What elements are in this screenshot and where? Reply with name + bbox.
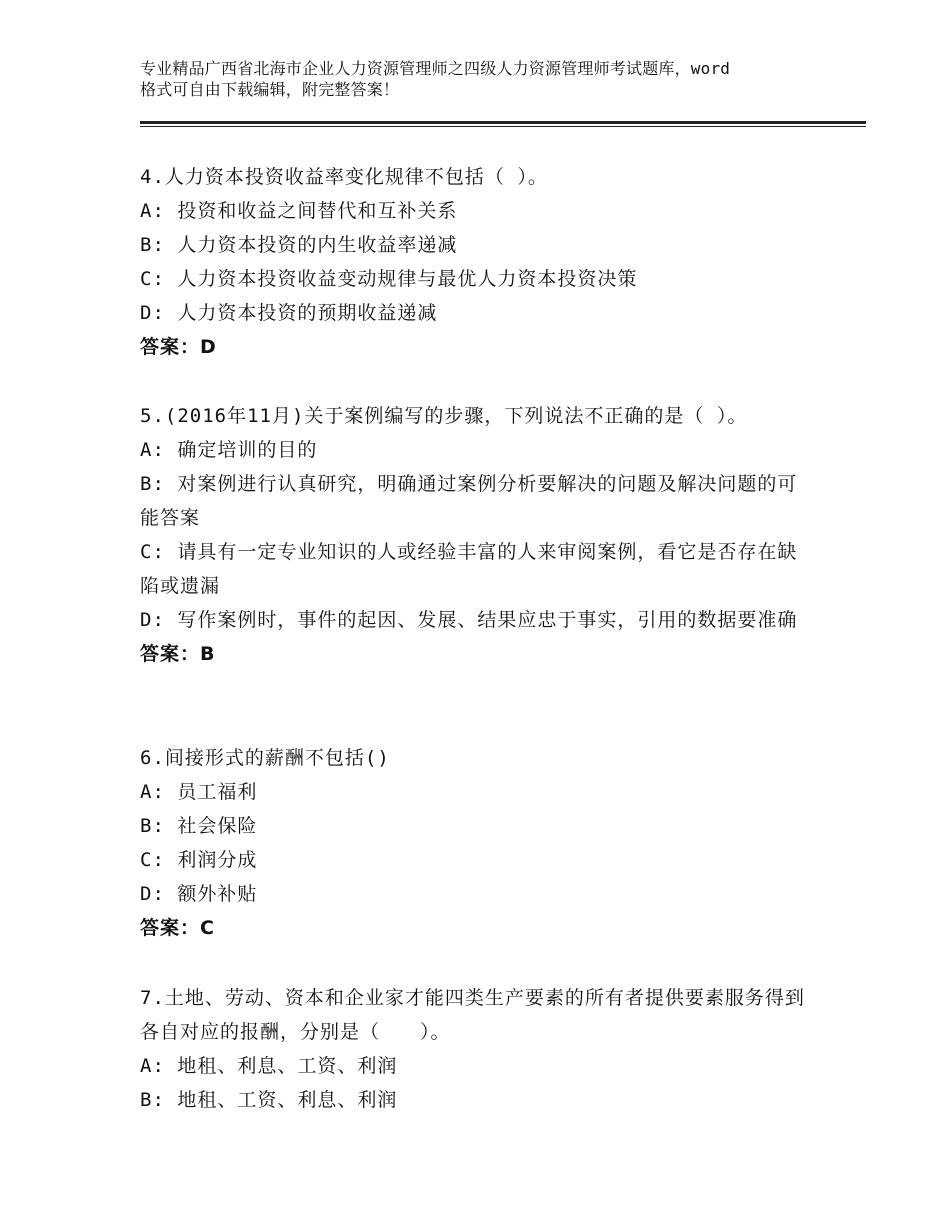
option-a: A: 地租、利息、工资、利润 — [140, 1055, 398, 1077]
header-line-1: 专业精品广西省北海市企业人力资源管理师之四级人力资源管理师考试题库，word — [140, 59, 731, 78]
header-line-2: 格式可自由下载编辑，附完整答案！ — [140, 80, 400, 99]
answer-label: 答案：D — [140, 336, 217, 358]
option-b: B: 对案例进行认真研究，明确通过案例分析要解决的问题及解决问题的可能答案 — [140, 473, 798, 529]
question-stem: 6.间接形式的薪酬不包括() — [140, 747, 390, 769]
answer-label: 答案：C — [140, 917, 215, 939]
question-6 — [140, 741, 820, 945]
option-b: B: 人力资本投资的内生收益率递减 — [140, 234, 458, 256]
answer-label: 答案：B — [140, 643, 216, 665]
option-d: D: 写作案例时，事件的起因、发展、结果应忠于事实，引用的数据要准确 — [140, 609, 798, 631]
option-c: C: 请具有一定专业知识的人或经验丰富的人来审阅案例，看它是否存在缺陷或遗漏 — [140, 541, 798, 597]
option-c: C: 人力资本投资收益变动规律与最优人力资本投资决策 — [140, 268, 638, 290]
question-7 — [140, 981, 812, 1117]
header-divider-thick — [140, 121, 866, 124]
option-c: C: 利润分成 — [140, 849, 258, 871]
option-a: A: 确定培训的目的 — [140, 439, 318, 461]
option-d: D: 额外补贴 — [140, 883, 258, 905]
question-stem: 5.(2016年11月)关于案例编写的步骤，下列说法不正确的是（ ）。 — [140, 405, 748, 427]
question-4 — [140, 160, 820, 364]
option-b: B: 地租、工资、利息、利润 — [140, 1089, 398, 1111]
option-a: A: 投资和收益之间替代和互补关系 — [140, 200, 458, 222]
option-d: D: 人力资本投资的预期收益递减 — [140, 302, 438, 324]
header-divider-thin — [140, 126, 866, 127]
option-b: B: 社会保险 — [140, 815, 258, 837]
option-a: A: 员工福利 — [140, 781, 258, 803]
header-note — [140, 58, 840, 100]
question-stem: 4.人力资本投资收益率变化规律不包括（ ）。 — [140, 166, 548, 188]
question-stem: 7.土地、劳动、资本和企业家才能四类生产要素的所有者提供要素服务得到各自对应的报酬，分别是（ ）。 — [140, 987, 805, 1043]
question-5 — [140, 399, 812, 671]
